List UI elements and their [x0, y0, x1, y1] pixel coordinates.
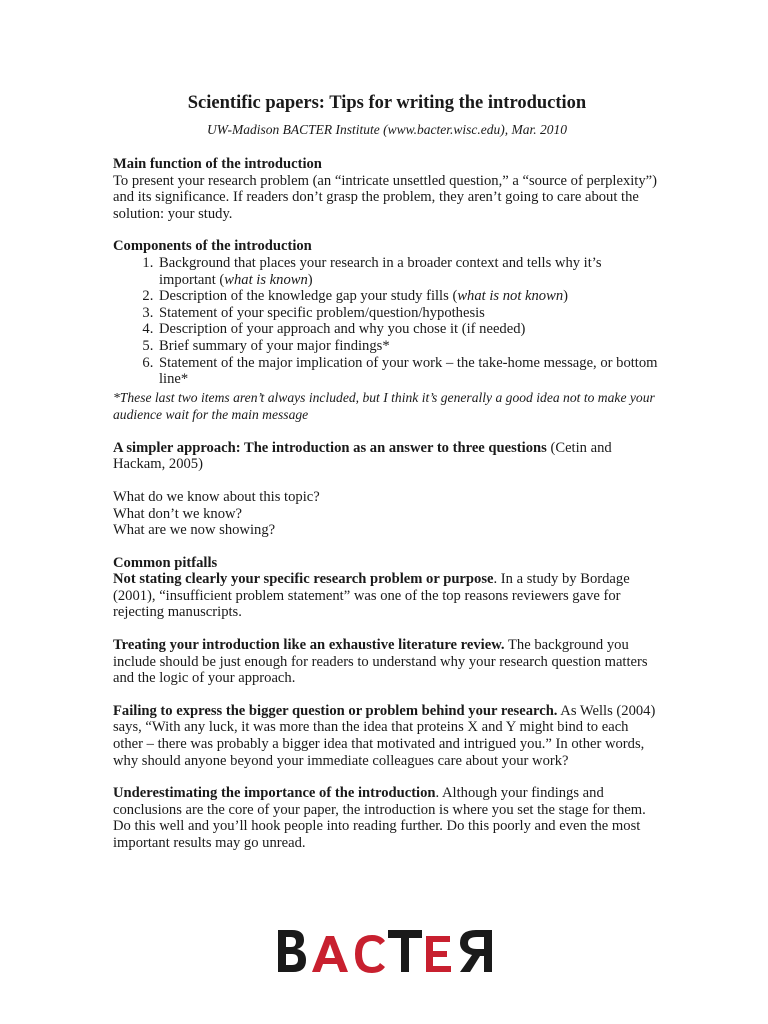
pitfall-text: As Wells (2004) says, “With any luck, it was more than the idea that proteins X and Y might bind to each other – there was probably a bigger idea that motivated and intrigued you.” In other words, why should anyone beyond your immediate colleagues care about your work? — [113, 702, 656, 769]
question-item: What don’t we know? — [113, 505, 243, 522]
list-item-end: ) — [563, 288, 568, 305]
pitfall-item — [113, 571, 661, 621]
list-item-text: Statement of your specific problem/question/hypothesis — [159, 304, 485, 321]
pitfall-text: The background you include should be just enough for readers to understand why your research question matters and the logic of your approach. — [113, 637, 648, 687]
document-page — [113, 92, 661, 868]
pitfalls-heading: Common pitfalls — [113, 554, 218, 571]
question-item: What are we now showing? — [113, 522, 276, 539]
simpler-approach-heading: A simpler approach: The introduction as an answer to three questions — [113, 439, 547, 456]
question-item: What do we know about this topic? — [113, 488, 320, 505]
pitfall-item — [113, 637, 661, 687]
pitfall-item — [113, 785, 661, 851]
bacter-logo — [276, 926, 494, 974]
list-item-text: Statement of the major implication of your work – the take-home message, or bottom line* — [159, 354, 658, 388]
list-item — [157, 355, 661, 388]
components-footnote: *These last two items aren’t always included, but I think it’s generally a good idea not to make your audience wait for the main message — [113, 389, 655, 423]
components-section — [113, 238, 661, 423]
simpler-approach-intro — [113, 440, 661, 473]
logo-letters — [278, 930, 492, 973]
pitfall-title: Underestimating the importance of the introduction — [113, 785, 436, 802]
components-list — [113, 255, 661, 388]
document-subtitle: UW-Madison BACTER Institute (www.bacter.wisc.edu), Mar. 2010 — [207, 122, 567, 137]
pitfall-title: Not stating clearly your specific research problem or purpose — [113, 571, 494, 588]
list-item-text: Brief summary of your major findings* — [159, 337, 390, 354]
list-item — [157, 338, 661, 355]
pitfall-text: . In a study by Bordage (2001), “insufficient problem statement” was one of the top reasons reviewers gave for rejecting manuscripts. — [113, 571, 630, 621]
list-item-text: Background that places your research in a broader context and tells why it’s important ( — [159, 254, 602, 288]
list-item-end: ) — [307, 271, 313, 288]
list-item — [157, 255, 661, 288]
main-function-heading: Main function of the introduction — [113, 156, 322, 172]
list-item-text: Description of the knowledge gap your study fills ( — [159, 288, 458, 305]
pitfall-title: Treating your introduction like an exhaustive literature review. — [113, 637, 505, 654]
main-function-section — [113, 156, 661, 222]
list-item — [157, 305, 661, 322]
simpler-approach-section — [113, 440, 661, 539]
pitfall-item — [113, 703, 661, 769]
document-title: Scientific papers: Tips for writing the introduction — [187, 93, 587, 113]
list-item-text: Description of your approach and why you chose it (if needed) — [159, 321, 526, 338]
pitfall-title: Failing to express the bigger question or problem behind your research. — [113, 702, 558, 719]
main-function-text: To present your research problem (an “intricate unsettled question,” a “source of perplexity”) and its significance. If readers don’t grasp the problem, they aren’t going to care about the solution: your study. — [113, 172, 657, 222]
pitfalls-section — [113, 555, 661, 852]
simpler-approach-citation: (Cetin and Hackam, 2005) — [113, 439, 612, 473]
list-item-italic: what is known — [224, 271, 308, 288]
pitfall-text: . Although your findings and conclusions are the core of your paper, the introduction is where you set the stage for them. Do this well and you’ll hook people into reading further. Do this poorly and even the most important results may go unread. — [113, 785, 646, 851]
components-heading: Components of the introduction — [113, 238, 312, 255]
list-item — [157, 288, 661, 305]
list-item — [157, 321, 661, 338]
list-item-italic: what is not known — [457, 288, 564, 305]
